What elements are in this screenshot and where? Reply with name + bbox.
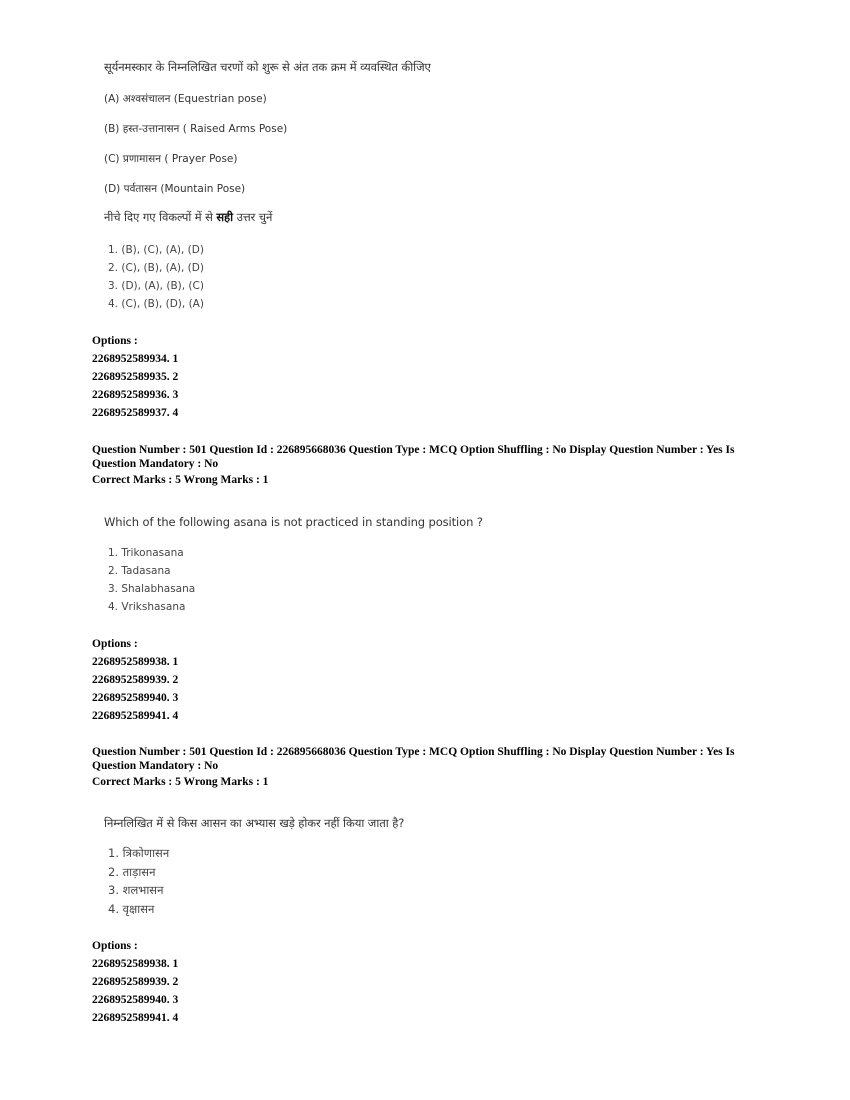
option-id-row: 2268952589934. 1 bbox=[92, 353, 179, 365]
choice-item: 4. Vrikshasana bbox=[108, 601, 186, 613]
choice-list bbox=[108, 544, 195, 616]
options-section-2 bbox=[92, 636, 178, 725]
option-id-row: 2268952589941. 4 bbox=[92, 1012, 179, 1024]
instruction-text bbox=[104, 210, 272, 225]
choice-item: 4. (C), (B), (D), (A) bbox=[108, 298, 204, 310]
statement-item: (C) प्रणामासन ( Prayer Pose) bbox=[104, 153, 238, 165]
option-id-row: 2268952589939. 2 bbox=[92, 674, 179, 686]
choice-item: 2. ताड़ासन bbox=[108, 864, 156, 879]
question-text: सूर्यनमस्कार के निम्नलिखित चरणों को शुरू से अंत तक क्रम में व्यवस्थित कीजिए bbox=[104, 60, 431, 74]
options-section-3 bbox=[92, 938, 178, 1027]
statement-item: (A) अश्वसंचालन (Equestrian pose) bbox=[104, 93, 267, 105]
choice-item: 2. Tadasana bbox=[108, 565, 171, 577]
choice-item: 3. (D), (A), (B), (C) bbox=[108, 280, 204, 292]
choice-item: 1. त्रिकोणासन bbox=[108, 846, 170, 860]
options-section-1 bbox=[92, 333, 178, 422]
instruction-suffix: उत्तर चुनें bbox=[233, 210, 273, 224]
choice-item: 4. वृक्षासन bbox=[108, 901, 155, 916]
choice-list bbox=[108, 844, 169, 918]
choice-item: 3. शलभासन bbox=[108, 883, 164, 897]
option-id-row: 2268952589939. 2 bbox=[92, 976, 179, 988]
statement-item: (B) हस्त-उत्तानासन ( Raised Arms Pose) bbox=[104, 123, 288, 135]
marks-line: Correct Marks : 5 Wrong Marks : 1 bbox=[92, 776, 269, 788]
choice-item: 1. (B), (C), (A), (D) bbox=[108, 244, 204, 256]
option-id-row: 2268952589935. 2 bbox=[92, 371, 179, 383]
choice-item: 3. Shalabhasana bbox=[108, 583, 196, 595]
choice-item: 1. Trikonasana bbox=[108, 547, 184, 559]
question-text: निम्नलिखित में से किस आसन का अभ्यास खड़े होकर नहीं किया जाता है? bbox=[104, 816, 405, 830]
options-label: Options : bbox=[92, 638, 138, 650]
question-meta-line: Question Number : 501 Question Id : 226895668036 Question Type : MCQ Option Shuffling : No Display Question Number : Yes Is Question Mandatory : No bbox=[92, 746, 735, 772]
statement-item: (D) पर्वतासन (Mountain Pose) bbox=[104, 183, 246, 195]
question-meta-2 bbox=[92, 443, 772, 487]
option-id-row: 2268952589938. 1 bbox=[92, 958, 179, 970]
choice-list bbox=[108, 241, 204, 313]
option-id-row: 2268952589936. 3 bbox=[92, 389, 179, 401]
option-id-row: 2268952589940. 3 bbox=[92, 994, 179, 1006]
instruction-prefix: नीचे दिए गए विकल्पों में से bbox=[104, 210, 217, 224]
options-label: Options : bbox=[92, 940, 138, 952]
option-id-row: 2268952589938. 1 bbox=[92, 656, 179, 668]
question-meta-line: Question Number : 501 Question Id : 226895668036 Question Type : MCQ Option Shuffling : No Display Question Number : Yes Is Question Mandatory : No bbox=[92, 444, 735, 470]
question-meta-3 bbox=[92, 745, 772, 789]
question-text: Which of the following asana is not practiced in standing position ? bbox=[104, 515, 483, 529]
option-id-row: 2268952589940. 3 bbox=[92, 692, 179, 704]
instruction-bold: सही bbox=[216, 210, 234, 224]
marks-line: Correct Marks : 5 Wrong Marks : 1 bbox=[92, 474, 269, 486]
options-label: Options : bbox=[92, 335, 138, 347]
choice-item: 2. (C), (B), (A), (D) bbox=[108, 262, 204, 274]
option-id-row: 2268952589937. 4 bbox=[92, 407, 179, 419]
option-id-row: 2268952589941. 4 bbox=[92, 710, 179, 722]
